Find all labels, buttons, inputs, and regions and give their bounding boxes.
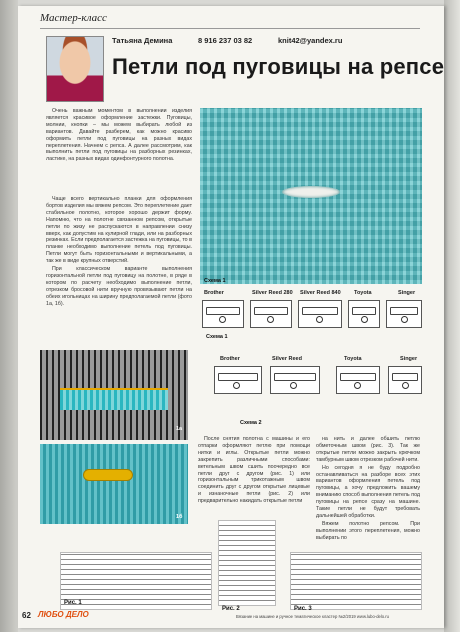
author-phone: 8 916 237 03 82	[198, 36, 253, 45]
intro-paragraph: Очень важным моментом в выполнении изделия является красивое оформление застежки. Пуговицы, молнии, кнопки – мы можем выбирать любой из вариантов. Давайте разберем, как можно красиво оформить петли под пуговицы на разных видах переплетения. Начнем с репса. А далее рассмотрим, как выполнить петли под пуговицы на разборных резинках, ластике, на разных видах одинфонтурного полотна.	[46, 108, 192, 163]
header-divider	[40, 28, 420, 29]
magazine-logo: ЛЮБО ДЕЛО	[38, 610, 89, 619]
photo-label-1b: 1б	[176, 514, 183, 520]
body-paragraph: При классическом варианте выполнения горизонтальной петли под пуговицу на полотне, в ряде в котором по расчету необходимо выполнение петли, отрезком бросовой нити вручную провязывают петли на обеих игольницах на ширину предполагаемой петли (фото 1а, 1б).	[46, 266, 192, 307]
scheme-row-1	[200, 290, 422, 330]
scheme-caption: Схема 2	[240, 420, 262, 426]
machine-scheme	[202, 300, 244, 328]
author-photo	[46, 36, 104, 102]
brand-label: Silver Reed	[272, 356, 302, 362]
right-column	[316, 436, 420, 543]
machine-scheme	[298, 300, 342, 328]
page-number: 62	[22, 611, 31, 620]
buttonhole	[282, 186, 340, 198]
brand-label: Toyota	[354, 290, 372, 296]
left-column	[46, 196, 192, 309]
scheme-row-2	[200, 356, 422, 396]
author-name: Татьяна Демина	[112, 36, 173, 45]
machine-scheme	[388, 366, 422, 394]
magazine-spine	[0, 0, 18, 632]
brand-label: Toyota	[344, 356, 362, 362]
intro-column	[46, 108, 192, 164]
author-email: knit42@yandex.ru	[278, 36, 343, 45]
brand-label: Singer	[398, 290, 416, 296]
brand-label: Brother	[220, 356, 240, 362]
machine-scheme	[270, 366, 320, 394]
photo-label-1a: 1а	[176, 426, 183, 432]
figure-1	[60, 552, 212, 610]
machine-scheme	[348, 300, 380, 328]
photo-caption: Схема 1	[204, 278, 226, 284]
figure-caption: Рис. 2	[222, 606, 240, 612]
body-paragraph: на нить и далее обшить петлю обметочным швом (рис. 3). Так же открытые петли можно закрыть крючком тамбурным швом отрезком рабочей нити.	[316, 436, 420, 463]
machine-scheme	[386, 300, 422, 328]
contrast-yarn	[84, 470, 132, 480]
scheme-caption: Схема 1	[206, 334, 228, 340]
brand-label: Brother	[204, 290, 224, 296]
figure-caption: Рис. 1	[64, 600, 82, 606]
knit-fabric-on-machine	[60, 388, 168, 410]
brand-label: Silver Reed 280	[252, 290, 293, 296]
machine-scheme	[336, 366, 380, 394]
brand-label: Singer	[400, 356, 418, 362]
knit-photo-1b	[40, 444, 188, 524]
figure-caption: Рис. 3	[294, 606, 312, 612]
page-edge	[444, 0, 460, 632]
body-paragraph: Но сегодня я не буду подробно останавливаться на разборе всех этих вариантов оформления петель под пуговицы, а хочу предложить вашему вниманию способ выполнения петель под пуговицы на репсе сразу на машине. Такие петли не будут требовать дальнейшей обработки.	[316, 464, 420, 519]
machine-scheme	[214, 366, 262, 394]
section-kicker: Мастер-класс	[40, 12, 107, 24]
article-title: Петли под пуговицы на репсе	[112, 54, 445, 79]
body-paragraph: Чаще всего вертикально планки для оформления бортов изделия мы вяжем репсом. Это переплетение дает стабильное полотно, которое хорошо держит форму. Напомню, что на полотне связанном репсом, открытые петли по жизу не распускаются в направлении снизу вверх, как допустим на кулирной глади, или на разборных резинках. Если предполагается застежка на пуговицы, то в планке необходимо выполнение петель под пуговицы. Петли могут быть горизонтальными и вертикальными, а так же в виде крупных отверстий.	[46, 196, 192, 265]
body-paragraph: После снятия полотна с машины и его отпарки оформляют петлю при помощи нитки и иглы. Открытые петли можно закрепить различными способами: ветельным швом сшить поочередно все петли друг с другом (рис. 1) или горизонтальным трикотажным швом соединить друг с другом открытые лицевые и изнаночные петли (рис. 2) или предварительно накидать открытые петли	[198, 436, 310, 505]
machine-scheme	[250, 300, 292, 328]
figure-2	[218, 520, 276, 606]
body-paragraph: Вяжем полотно репсом. При выполнении этого переплетения, можно выбирать по	[316, 520, 420, 541]
figure-3	[290, 552, 422, 610]
middle-column	[198, 436, 310, 506]
brand-label: Silver Reed 840	[300, 290, 341, 296]
footer-text: Вязание на машине и ручное тематическое кластер №2/2019 www.lubo-delo.ru	[236, 614, 390, 619]
